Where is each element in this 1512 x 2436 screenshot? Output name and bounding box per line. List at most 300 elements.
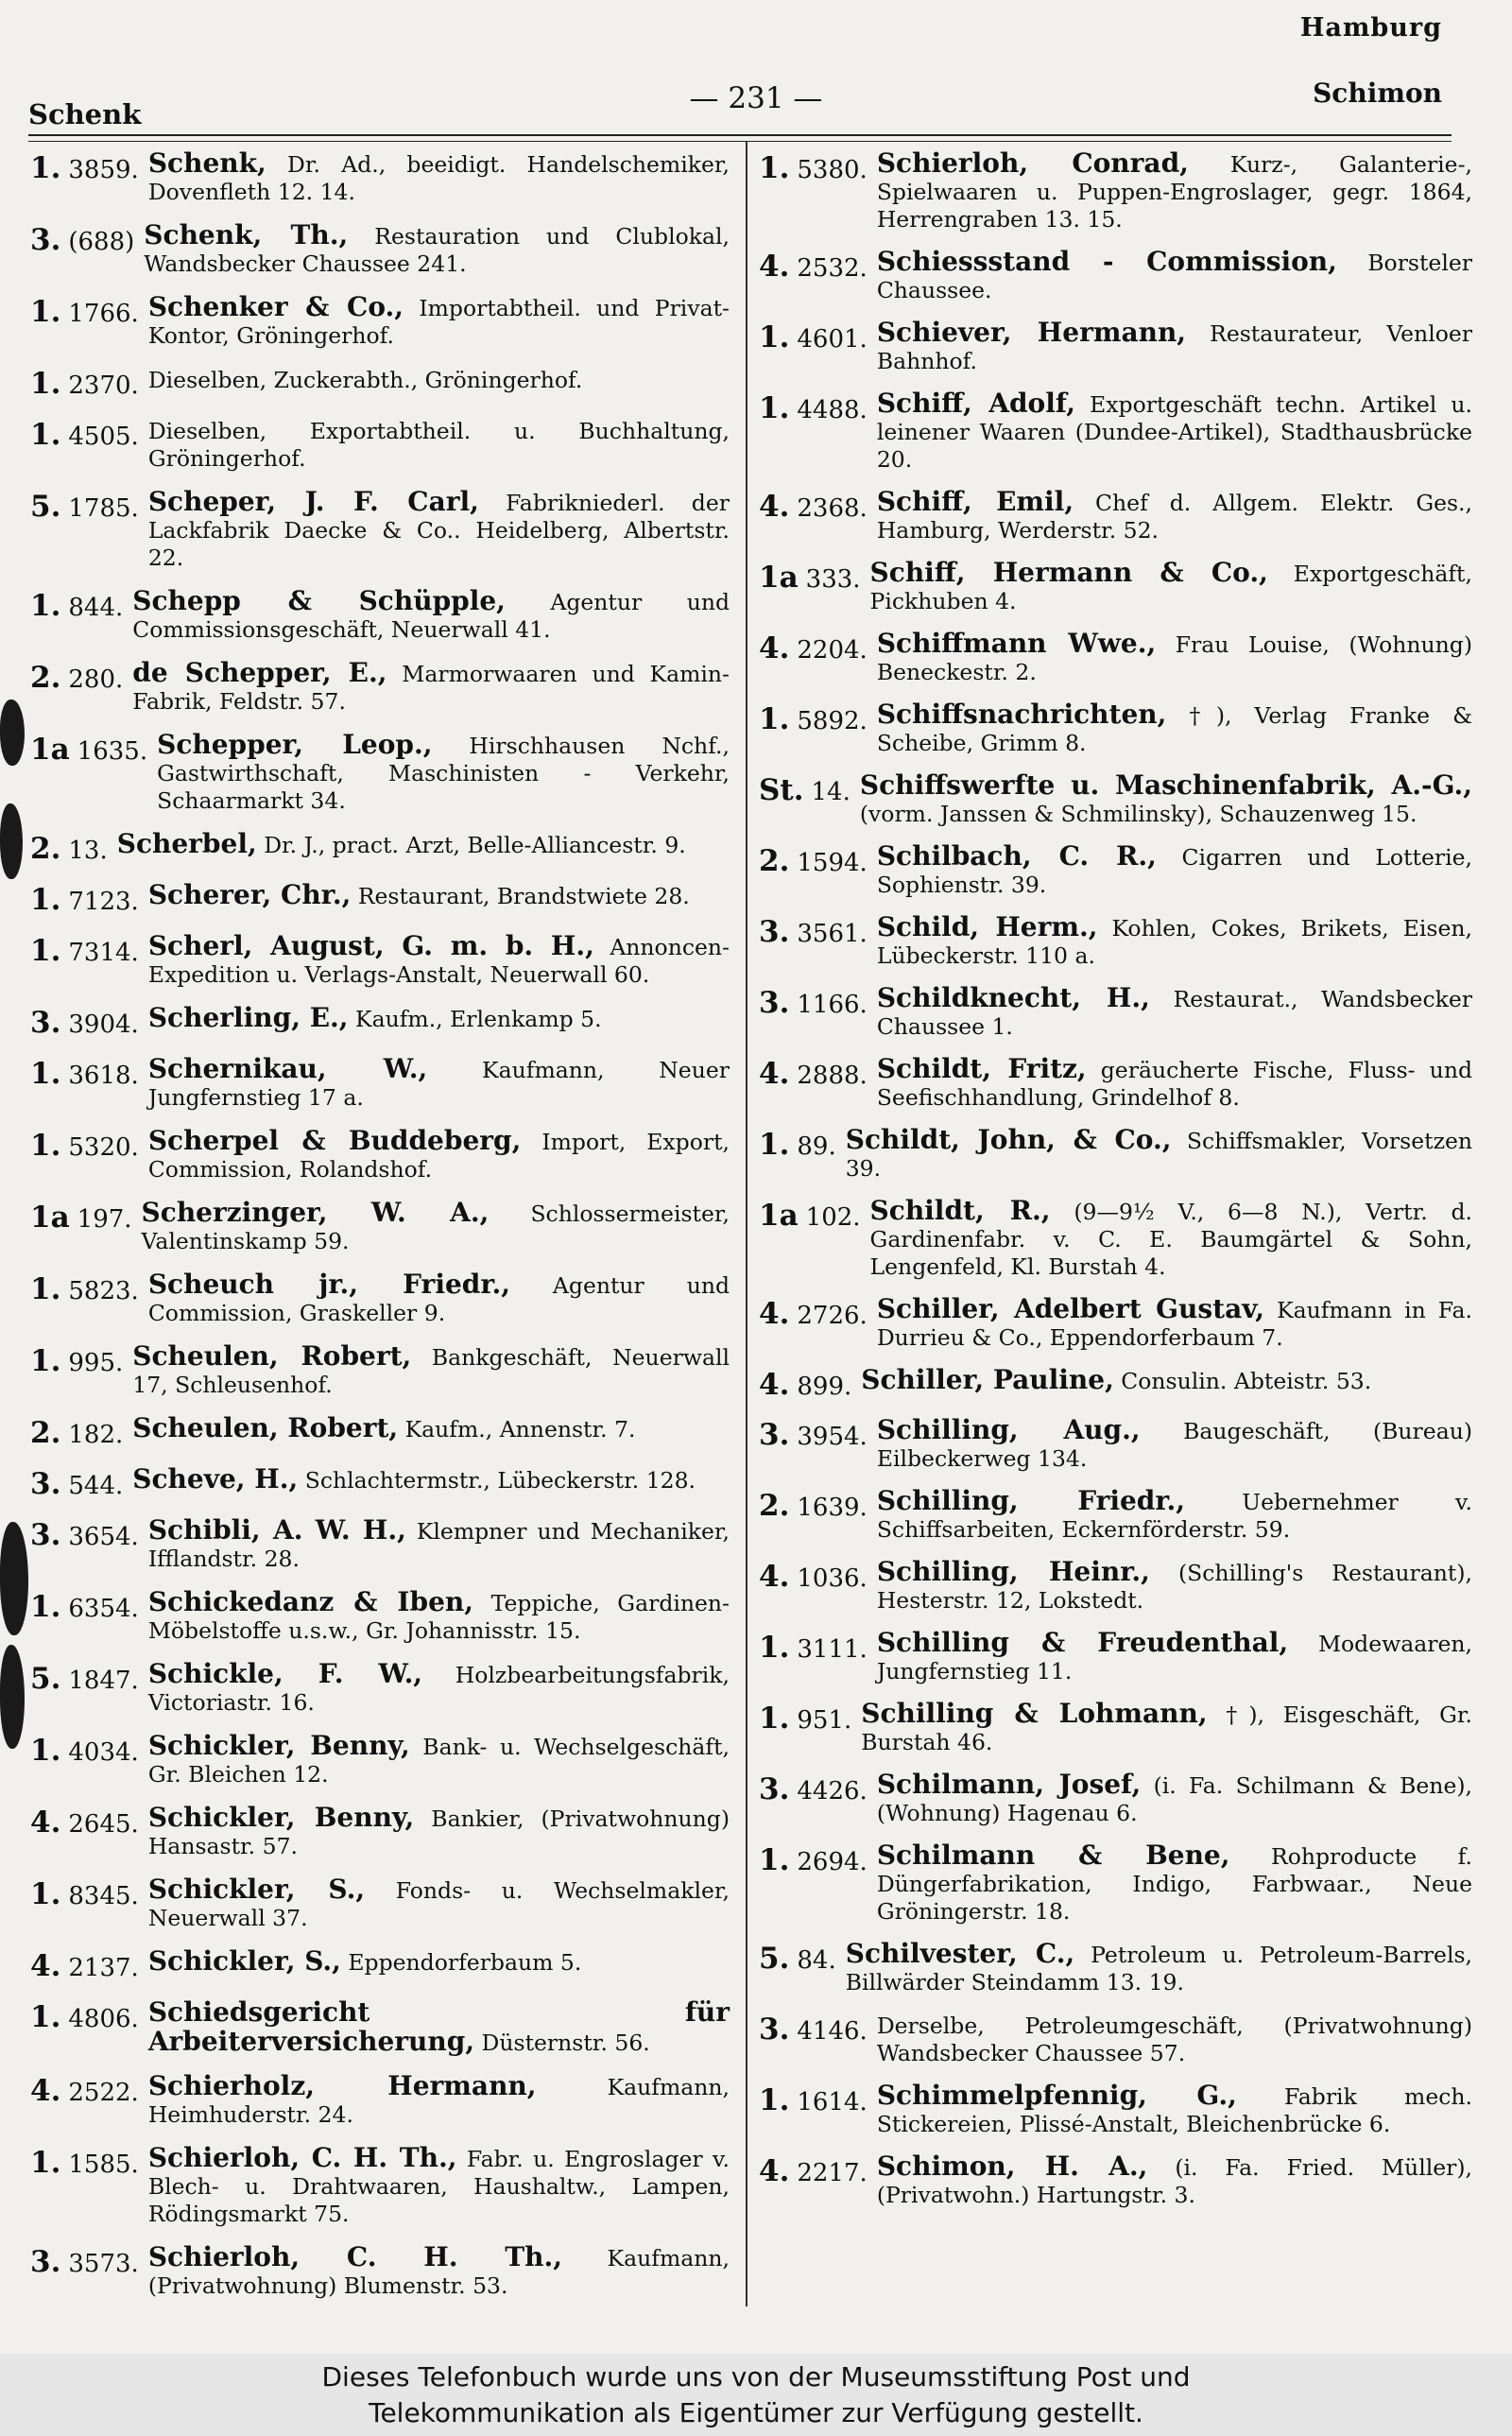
entry-text — [132, 1199, 730, 1255]
subscriber-number: 6354. — [68, 1595, 139, 1623]
exchange-district: 1. — [30, 934, 61, 968]
directory-entry — [30, 731, 730, 815]
subscriber-number: 197. — [77, 1205, 132, 1234]
subscriber-details: Fabr. u. Engroslager v. Blech- u. Drahtwaaren, Haushaltw., Lampen, Rödingsmarkt 75. — [147, 2146, 730, 2227]
subscriber-details: Teppiche, Gardinen-Möbelstoffe u.s.w., Gr. Johannisstr. 15. — [147, 1590, 730, 1644]
entry-text — [139, 1947, 730, 1977]
directory-entry — [30, 1516, 730, 1573]
subscriber-number: 2137. — [68, 1954, 139, 1982]
phone-number — [759, 248, 868, 284]
subscriber-number: 1847. — [68, 1667, 139, 1695]
subscriber-number: 5320. — [68, 1133, 139, 1162]
exchange-district: 1. — [759, 2083, 790, 2117]
page-number: — 231 — — [689, 81, 823, 115]
phone-number — [30, 2072, 139, 2108]
subscriber-name: Schildt, Fritz, — [876, 1053, 1087, 1084]
phone-number — [759, 1197, 861, 1233]
phone-number — [759, 1055, 868, 1091]
entry-text — [868, 2011, 1472, 2067]
subscriber-details: Schlachtermstr., Lübeckerstr. 128. — [298, 1467, 696, 1494]
directory-entry — [759, 1841, 1472, 1926]
phone-number — [759, 1700, 851, 1736]
directory-entry — [30, 1127, 730, 1183]
exchange-district: 4. — [759, 2154, 790, 2188]
exchange-district: St. — [759, 773, 804, 807]
entry-text — [139, 1804, 730, 1860]
subscriber-details: Rohproducte f. Düngerfabrikation, Indigo, Farbwaar., Neue Gröningerstr. 18. — [876, 1843, 1472, 1925]
directory-entry — [30, 1055, 730, 1112]
subscriber-number: 2204. — [797, 636, 868, 665]
header-right-keyword: Schimon — [1313, 78, 1442, 109]
subscriber-number: 2888. — [797, 1062, 868, 1090]
binding-gutter — [0, 142, 21, 1654]
phone-number — [759, 1416, 868, 1452]
exchange-district: 4. — [30, 1805, 61, 1840]
subscriber-details: Importabtheil. und Privat-Kontor, Gröningerhof. — [147, 295, 730, 349]
phone-number — [30, 1588, 139, 1624]
entry-text — [123, 1465, 730, 1494]
entry-text — [868, 2152, 1472, 2209]
directory-entry — [759, 559, 1472, 615]
entry-text — [139, 488, 730, 572]
subscriber-name: Schimon, H. A., — [876, 2151, 1148, 2182]
subscriber-details: Dieselben, Exportabtheil. u. Buchhaltung, Gröningerhof. — [147, 418, 730, 472]
subscriber-details: Kohlen, Cokes, Brikets, Eisen, Lübeckerstr. 110 a. — [876, 915, 1472, 969]
subscriber-number: 1166. — [797, 991, 868, 1019]
subscriber-details: Frau Louise, (Wohnung) Beneckestr. 2. — [876, 631, 1472, 685]
directory-entry — [30, 587, 730, 644]
entry-text — [836, 1940, 1472, 1996]
subscriber-name: Schiedsgericht für Arbeiterversicherung, — [147, 1996, 730, 2057]
subscriber-name: Scherzinger, W. A., — [141, 1197, 490, 1228]
subscriber-details: Kaufmann, Neuer Jungfernstieg 17 a. — [147, 1057, 730, 1111]
subscriber-number: 1585. — [68, 2151, 139, 2179]
entry-text — [868, 630, 1472, 686]
exchange-district: 1a — [759, 561, 799, 595]
subscriber-details: Chef d. Allgem. Elektr. Ges., Hamburg, Werderstr. 52. — [876, 490, 1472, 544]
subscriber-number: 544. — [68, 1472, 124, 1500]
subscriber-details: Düsternstr. 56. — [474, 2030, 650, 2056]
ink-blot — [0, 700, 25, 766]
subscriber-name: Schilling & Freudenthal, — [876, 1627, 1289, 1658]
subscriber-name: Schickler, S., — [147, 1945, 341, 1977]
phone-number — [759, 2011, 868, 2047]
subscriber-details: Fonds- u. Wechselmakler, Neuerwall 37. — [147, 1877, 730, 1931]
subscriber-details: Modewaaren, Jungfernstieg 11. — [876, 1631, 1473, 1684]
exchange-district: 1a — [30, 733, 70, 767]
exchange-district: 1a — [30, 1201, 70, 1235]
subscriber-name: Schepper, Leop., — [157, 729, 433, 760]
phone-number — [759, 1558, 868, 1594]
exchange-district: 1. — [759, 320, 790, 354]
directory-entry — [759, 842, 1472, 899]
subscriber-name: Schickler, Benny, — [147, 1730, 410, 1761]
phone-number — [759, 2082, 868, 2117]
entry-text — [139, 2072, 730, 2129]
subscriber-details: Kaufmann, (Privatwohnung) Blumenstr. 53. — [147, 2245, 730, 2299]
directory-entry — [30, 293, 730, 350]
directory-entry — [30, 1732, 730, 1788]
phone-number — [759, 488, 868, 524]
subscriber-number: 3904. — [68, 1011, 139, 1039]
entry-text — [139, 1270, 730, 1327]
directory-entry — [759, 1366, 1472, 1402]
phone-number — [30, 731, 147, 767]
directory-entry — [759, 1558, 1472, 1615]
entry-text — [868, 1416, 1472, 1473]
subscriber-name: Schiller, Pauline, — [861, 1364, 1114, 1395]
exchange-district: 3. — [30, 1518, 61, 1552]
directory-entry — [759, 1055, 1472, 1112]
directory-entry — [30, 2144, 730, 2228]
phone-number — [759, 1629, 868, 1665]
exchange-district: 3. — [30, 1467, 61, 1501]
directory-entry — [759, 319, 1472, 375]
directory-entry — [30, 1270, 730, 1327]
directory-entry — [759, 389, 1472, 474]
entry-text — [868, 248, 1472, 304]
subscriber-number: 3859. — [68, 156, 139, 184]
phone-number — [759, 1295, 868, 1331]
left-column — [30, 149, 730, 2315]
subscriber-number: 280. — [68, 665, 124, 694]
subscriber-name: Scheulen, Robert, — [132, 1340, 412, 1372]
subscriber-name: Schierloh, C. H. Th., — [147, 2142, 457, 2173]
directory-entry — [30, 1465, 730, 1501]
subscriber-details: Dieselben, Zuckerabth., Gröningerhof. — [147, 367, 583, 393]
subscriber-details: Agentur und Commission, Graskeller 9. — [147, 1272, 730, 1326]
directory-entry — [759, 1629, 1472, 1685]
exchange-district: 2. — [30, 661, 61, 695]
subscriber-number: 899. — [797, 1373, 852, 1401]
directory-entry — [759, 2011, 1472, 2067]
directory-entry — [30, 1875, 730, 1932]
subscriber-name: Schilvester, C., — [845, 1938, 1075, 1969]
exchange-district: 2. — [759, 1489, 790, 1523]
subscriber-details: (i. Fa. Schilmann & Bene), (Wohnung) Hagenau 6. — [876, 1772, 1472, 1826]
subscriber-number: 1785. — [68, 494, 139, 523]
subscriber-number: 1766. — [68, 300, 139, 328]
directory-entry — [759, 1295, 1472, 1352]
directory-entry — [759, 1487, 1472, 1544]
subscriber-details: Derselbe, Petroleumgeschäft, (Privatwohnung) Wandsbecker Chaussee 57. — [876, 2013, 1472, 2066]
directory-entry — [30, 932, 730, 989]
entry-text — [868, 488, 1472, 544]
phone-number — [30, 1516, 139, 1552]
exchange-district: 3. — [759, 1772, 790, 1806]
subscriber-details: Restauration und Clublokal, Wandsbecker Chaussee 241. — [144, 223, 730, 277]
entry-text — [139, 1732, 730, 1788]
entry-text — [139, 1055, 730, 1112]
subscriber-number: 2368. — [797, 494, 868, 523]
entry-text — [147, 731, 730, 815]
subscriber-details: Uebernehmer v. Schiffsarbeiten, Eckernförderstr. 59. — [876, 1489, 1472, 1543]
subscriber-details: (vorm. Janssen & Schmilinsky), Schauzenweg 15. — [859, 801, 1418, 827]
directory-entry — [759, 1940, 1472, 1996]
directory-entry — [30, 416, 730, 473]
directory-entry — [759, 1126, 1472, 1183]
phone-number — [30, 2243, 139, 2279]
exchange-district: 4. — [759, 1368, 790, 1402]
subscriber-number: 4426. — [797, 1777, 868, 1805]
phone-number — [759, 389, 868, 425]
subscriber-number: 5892. — [797, 707, 868, 735]
entry-text — [108, 830, 730, 859]
subscriber-number: 8345. — [68, 1882, 139, 1910]
directory-entry — [759, 2152, 1472, 2209]
exchange-district: 4. — [759, 1057, 790, 1091]
exchange-district: 1. — [30, 1344, 61, 1378]
entry-text — [139, 1660, 730, 1717]
entry-text — [868, 1558, 1472, 1615]
subscriber-details: Baugeschäft, (Bureau) Eilbeckerweg 134. — [876, 1418, 1473, 1472]
directory-entry — [759, 1416, 1472, 1473]
exchange-district: 5. — [30, 1662, 61, 1696]
entry-text — [861, 559, 1472, 615]
subscriber-name: Schibli, A. W. H., — [147, 1514, 406, 1546]
directory-entry — [30, 1414, 730, 1450]
subscriber-details: Bankgeschäft, Neuerwall 17, Schleusenhof. — [132, 1344, 730, 1398]
exchange-district: 5. — [30, 490, 61, 524]
directory-entry — [30, 1998, 730, 2057]
subscriber-number: 1594. — [797, 849, 868, 877]
subscriber-details: Marmorwaaren und Kamin-Fabrik, Feldstr. 57. — [132, 661, 730, 715]
phone-number — [759, 2152, 868, 2188]
subscriber-name: Schilling, Heinr., — [876, 1556, 1150, 1587]
subscriber-number: (688) — [68, 228, 135, 256]
directory-entry — [30, 488, 730, 572]
subscriber-name: Schepp & Schüpple, — [132, 585, 506, 616]
exchange-district: 1. — [759, 1843, 790, 1877]
subscriber-details: Kaufm., Erlenkamp 5. — [348, 1006, 602, 1032]
subscriber-details: Fabrikniederl. der Lackfabrik Daecke & Co.. Heidelberg, Albertstr. 22. — [147, 490, 730, 571]
entry-text — [868, 1629, 1472, 1685]
subscriber-number: 2532. — [797, 254, 868, 283]
subscriber-details: Consulin. Abteistr. 53. — [1113, 1368, 1372, 1394]
subscriber-number: 3561. — [797, 920, 868, 948]
subscriber-name: Schenk, Th., — [144, 219, 349, 251]
exchange-district: 1. — [759, 391, 790, 425]
exchange-district: 3. — [759, 1418, 790, 1452]
phone-number — [30, 1055, 139, 1091]
phone-number — [30, 1732, 139, 1768]
footer-line-2: Telekommunikation als Eigentümer zur Verfügung gestellt. — [369, 2397, 1143, 2428]
exchange-district: 1. — [759, 151, 790, 185]
subscriber-name: Schickedanz & Iben, — [147, 1586, 474, 1617]
subscriber-details: Kaufmann in Fa. Durrieu & Co., Eppendorferbaum 7. — [876, 1297, 1472, 1351]
exchange-district: 1. — [30, 367, 61, 401]
phone-number — [30, 1127, 139, 1163]
subscriber-name: Schiller, Adelbert Gustav, — [876, 1293, 1264, 1324]
exchange-district: 5. — [759, 1942, 790, 1976]
subscriber-number: 3954. — [797, 1423, 868, 1451]
subscriber-details: Annoncen-Expedition u. Verlags-Anstalt, Neuerwall 60. — [147, 934, 730, 988]
entry-text — [868, 319, 1472, 375]
subscriber-name: Schiff, Adolf, — [876, 388, 1076, 419]
subscriber-number: 844. — [68, 594, 124, 622]
entry-text — [139, 365, 730, 394]
exchange-district: 4. — [759, 1297, 790, 1331]
phone-number — [759, 1487, 868, 1523]
subscriber-name: Schickle, F. W., — [147, 1658, 423, 1689]
entry-text — [123, 587, 730, 644]
phone-number — [759, 1841, 868, 1877]
entry-text — [868, 389, 1472, 474]
subscriber-details: Kurz-, Galanterie-, Spielwaaren u. Puppen-Engroslager, gegr. 1864, Herrengraben 13. 15. — [876, 151, 1472, 233]
subscriber-number: 1036. — [797, 1564, 868, 1593]
directory-entry — [759, 1700, 1472, 1756]
exchange-district: 3. — [30, 223, 61, 257]
directory-entry — [759, 913, 1472, 970]
phone-number — [30, 1998, 139, 2034]
subscriber-number: 3654. — [68, 1523, 139, 1551]
phone-number — [759, 700, 868, 736]
phone-number — [30, 1947, 139, 1983]
phone-number — [30, 221, 134, 257]
phone-number — [30, 932, 139, 968]
exchange-district: 1. — [30, 151, 61, 185]
subscriber-number: 2217. — [797, 2159, 868, 2187]
exchange-district: 1. — [30, 418, 61, 452]
exchange-district: 2. — [30, 832, 61, 866]
right-column — [759, 149, 1472, 2223]
subscriber-number: 2694. — [797, 1848, 868, 1876]
header-city: Hamburg — [1299, 13, 1442, 43]
subscriber-name: Schiff, Emil, — [876, 486, 1074, 517]
exchange-district: 3. — [759, 2013, 790, 2047]
subscriber-details: Klempner und Mechaniker, Ifflandstr. 28. — [147, 1518, 730, 1572]
subscriber-number: 951. — [797, 1706, 852, 1735]
directory-entry — [30, 1199, 730, 1255]
subscriber-number: 4146. — [797, 2017, 868, 2046]
directory-entry — [30, 221, 730, 278]
entry-text — [851, 1366, 1472, 1395]
phone-number — [30, 1804, 139, 1840]
entry-text — [139, 149, 730, 206]
exchange-district: 3. — [759, 986, 790, 1020]
subscriber-name: Scherling, E., — [147, 1002, 349, 1033]
directory-entry — [759, 700, 1472, 757]
subscriber-number: 7123. — [68, 888, 139, 916]
subscriber-name: Scherbel, — [116, 828, 257, 859]
subscriber-details: Schiffsmakler, Vorsetzen 39. — [845, 1128, 1472, 1182]
directory-entry — [30, 659, 730, 716]
entry-text — [139, 2144, 730, 2228]
subscriber-details: Exportgeschäft, Pickhuben 4. — [869, 561, 1472, 614]
exchange-district: 1. — [30, 1590, 61, 1624]
phone-number — [30, 293, 139, 329]
entry-text — [851, 1700, 1472, 1756]
entry-text — [868, 1055, 1472, 1112]
entry-text — [868, 1487, 1472, 1544]
exchange-district: 1. — [30, 2000, 61, 2034]
phone-number — [30, 830, 108, 866]
entry-text — [139, 1998, 730, 2057]
entry-text — [123, 1342, 730, 1399]
phone-number — [759, 913, 868, 949]
subscriber-name: Schilling, Aug., — [876, 1414, 1141, 1445]
subscriber-details: †), Verlag Franke & Scheibe, Grimm 8. — [876, 702, 1472, 756]
phone-number — [30, 587, 123, 623]
directory-entry — [30, 365, 730, 401]
subscriber-name: Schimmelpfennig, G., — [876, 2080, 1237, 2111]
subscriber-name: Schickler, Benny, — [147, 1802, 415, 1833]
subscriber-number: 1639. — [797, 1494, 868, 1522]
exchange-district: 3. — [30, 1006, 61, 1040]
directory-entry — [30, 881, 730, 917]
phone-number — [30, 1465, 123, 1501]
exchange-district: 1. — [759, 1702, 790, 1736]
subscriber-number: 7314. — [68, 939, 139, 967]
directory-entry — [30, 149, 730, 206]
subscriber-name: Schierloh, Conrad, — [876, 147, 1189, 179]
entry-text — [139, 293, 730, 350]
phone-number — [30, 1004, 139, 1040]
subscriber-name: Scheper, J. F. Carl, — [147, 486, 479, 517]
subscriber-details: Holzbearbeitungsfabrik, Victoriastr. 16. — [147, 1662, 730, 1716]
subscriber-name: Schiff, Hermann & Co., — [869, 557, 1268, 588]
subscriber-name: Scheuch jr., Friedr., — [147, 1269, 511, 1300]
phone-number — [759, 1126, 836, 1162]
subscriber-details: (9—9½ V., 6—8 N.), Vertr. d. Gardinenfabr. v. C. E. Baumgärtel & Sohn, Lengenfeld, Kl. Burstah 4. — [869, 1199, 1472, 1280]
phone-number — [30, 365, 139, 401]
footer-notice — [0, 2354, 1512, 2436]
subscriber-name: Schierloh, C. H. Th., — [147, 2241, 562, 2272]
subscriber-number: 5823. — [68, 1277, 139, 1305]
subscriber-name: Schildknecht, H., — [876, 982, 1150, 1013]
subscriber-name: Scheve, H., — [132, 1463, 299, 1494]
subscriber-name: Schilmann, Josef, — [876, 1769, 1142, 1800]
subscriber-number: 3618. — [68, 1062, 139, 1090]
subscriber-name: Schickler, S., — [147, 1874, 366, 1905]
entry-text — [850, 771, 1472, 828]
phone-number — [759, 559, 861, 595]
subscriber-name: Schiffswerfte u. Maschinenfabrik, A.-G., — [859, 769, 1472, 801]
phone-number — [30, 488, 139, 524]
exchange-district: 4. — [759, 1560, 790, 1594]
exchange-district: 1. — [30, 2146, 61, 2180]
subscriber-number: 2726. — [797, 1302, 868, 1330]
exchange-district: 1. — [30, 1272, 61, 1306]
subscriber-details: Restaurateur, Venloer Bahnhof. — [876, 320, 1472, 374]
subscriber-number: 14. — [811, 778, 850, 806]
exchange-district: 3. — [759, 915, 790, 949]
directory-entry — [30, 2072, 730, 2129]
entry-text — [123, 659, 730, 716]
subscriber-number: 1614. — [797, 2088, 868, 2116]
phone-number — [30, 1414, 123, 1450]
phone-number — [759, 1366, 851, 1402]
phone-number — [30, 149, 139, 185]
subscriber-number: 4488. — [797, 396, 868, 424]
exchange-district: 1. — [30, 295, 61, 329]
subscriber-details: Bankier, (Privatwohnung) Hansastr. 57. — [147, 1805, 730, 1859]
subscriber-details: Dr. J., pract. Arzt, Belle-Alliancestr. 9. — [256, 832, 686, 858]
subscriber-details: Petroleum u. Petroleum-Barrels, Billwärder Steindamm 13. 19. — [845, 1942, 1472, 1995]
phone-number — [759, 1771, 868, 1806]
subscriber-name: Schernikau, W., — [147, 1053, 428, 1084]
subscriber-number: 4806. — [68, 2005, 139, 2033]
entry-text — [123, 1414, 730, 1443]
directory-entry — [759, 2082, 1472, 2138]
subscriber-details: Exportgeschäft techn. Artikel u. leinener Waaren (Dundee-Artikel), Stadthausbrücke 20. — [876, 391, 1472, 473]
directory-entry — [30, 1588, 730, 1645]
phone-number — [759, 842, 868, 878]
directory-entry — [759, 771, 1472, 828]
directory-entry — [759, 248, 1472, 304]
exchange-district: 1. — [759, 1128, 790, 1162]
phone-number — [30, 2144, 139, 2180]
